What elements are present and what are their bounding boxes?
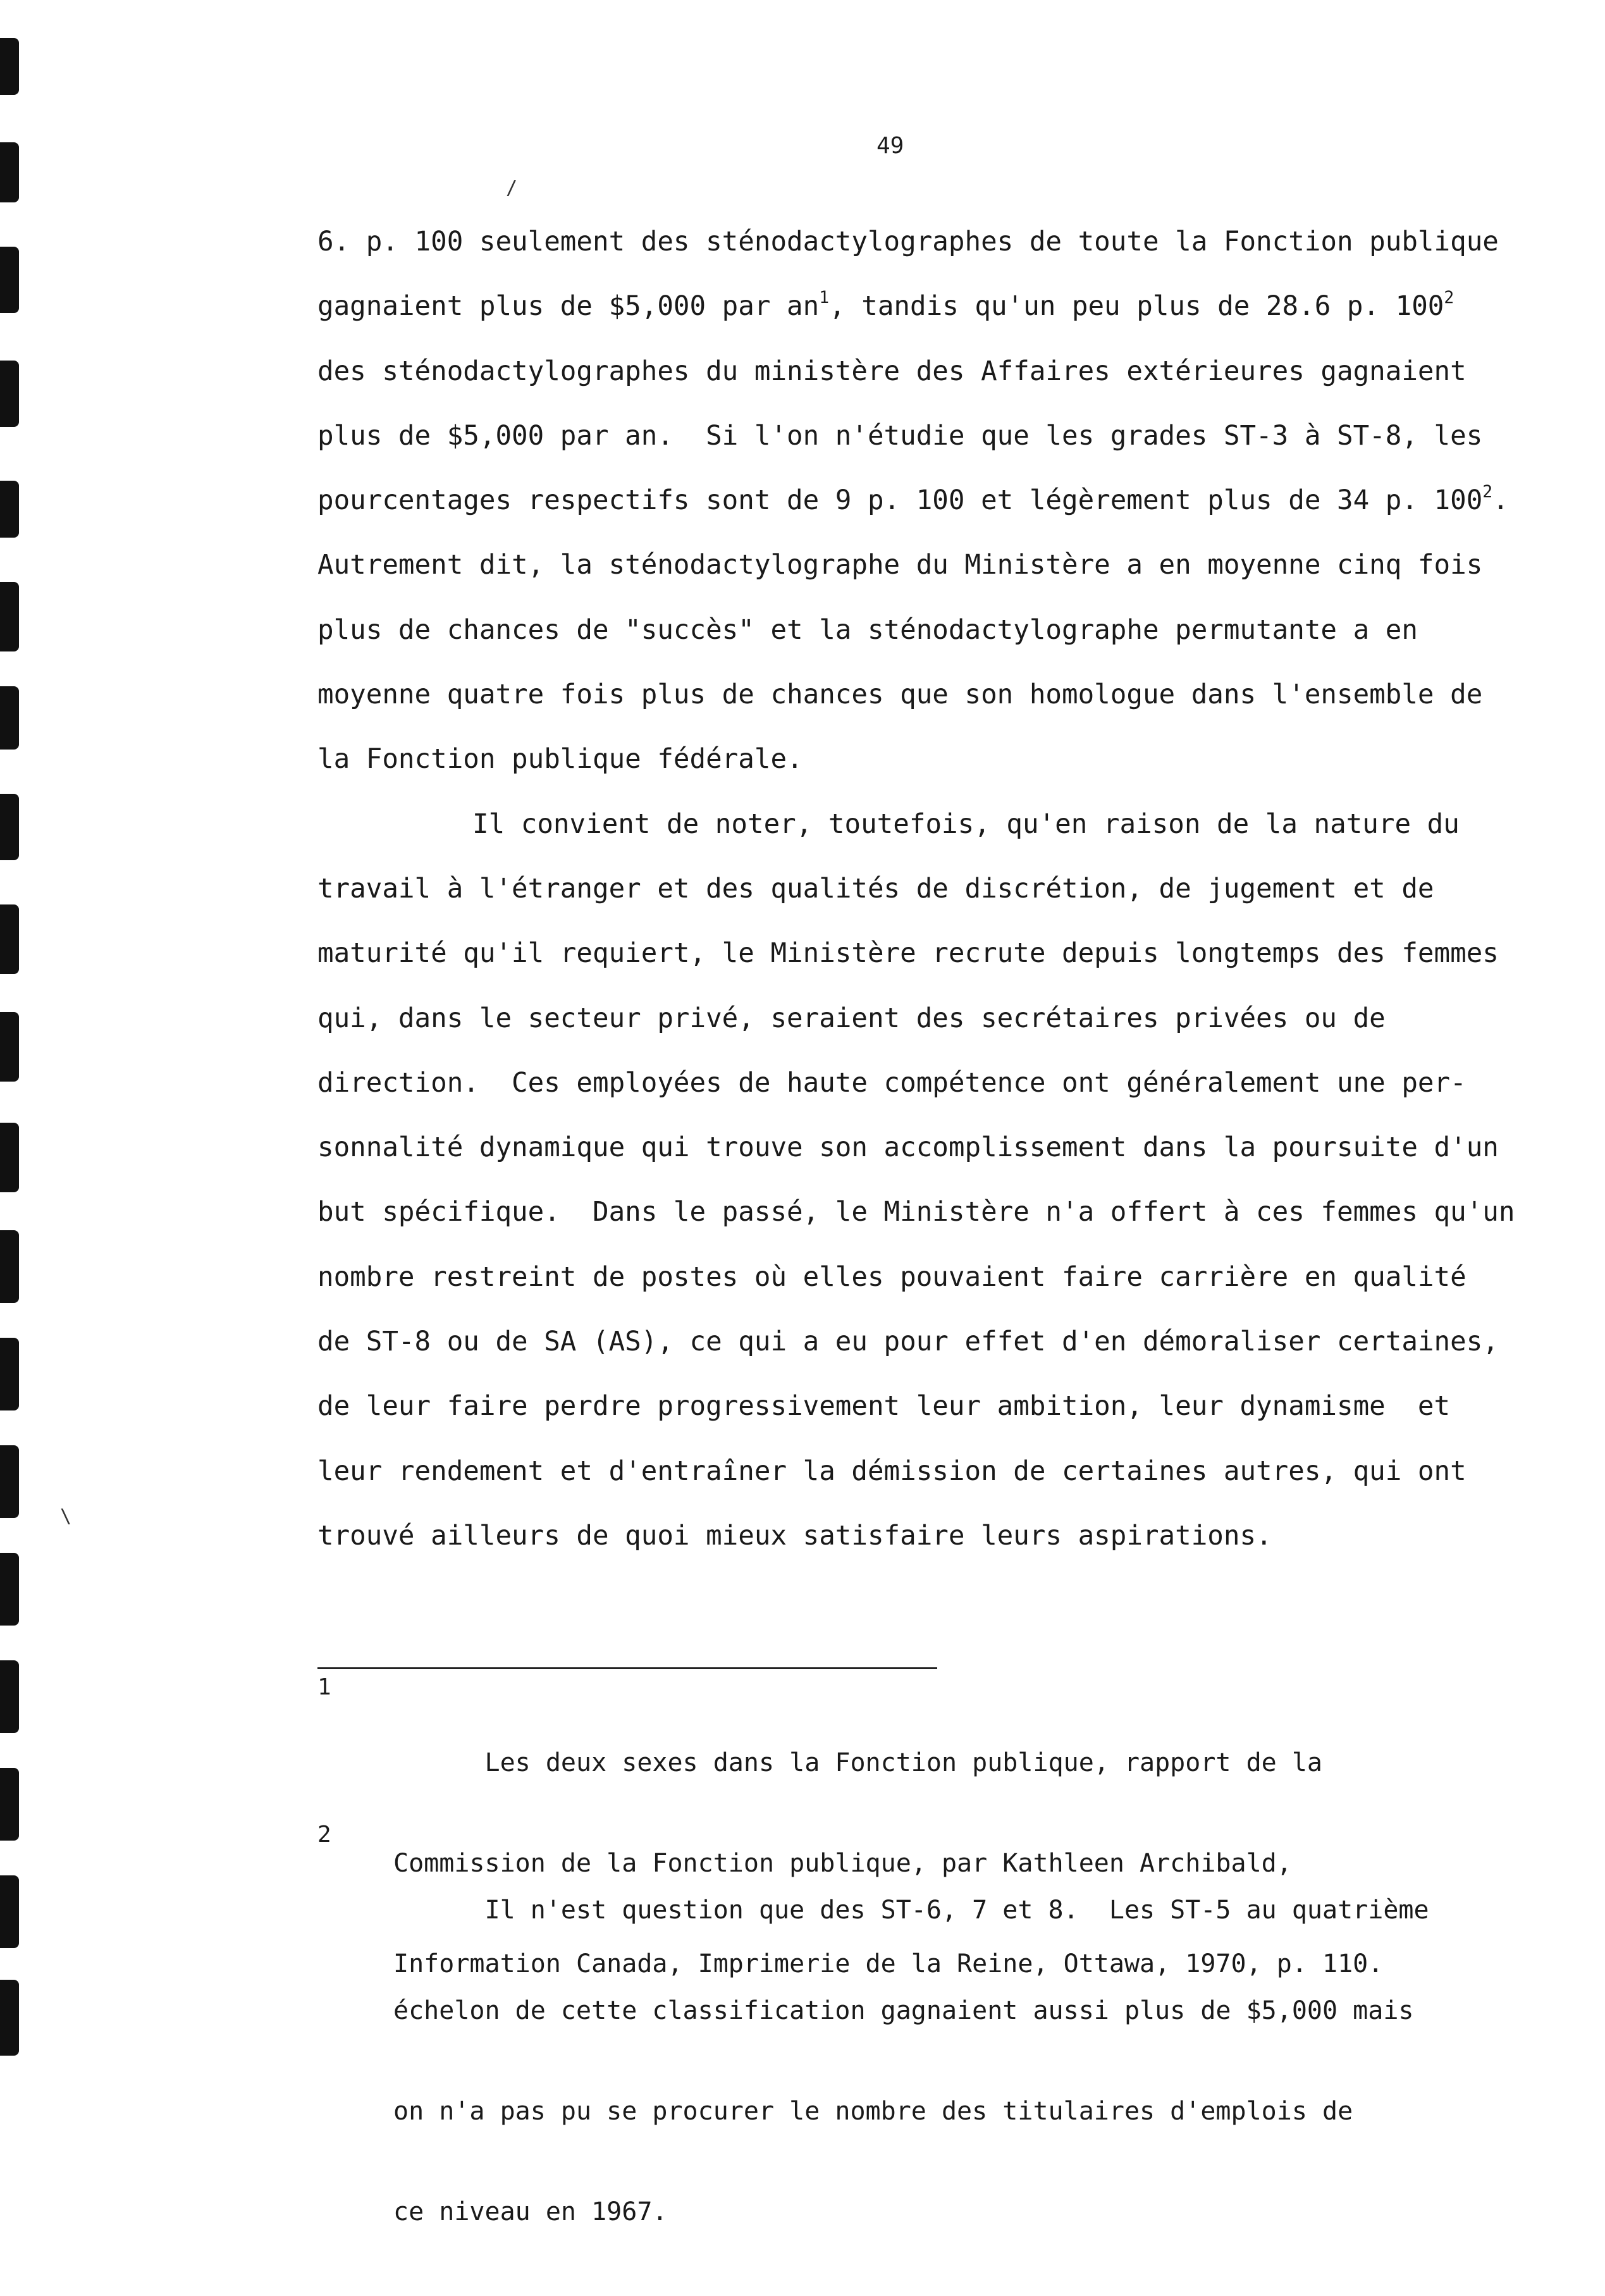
- binder-punch-mark: [0, 361, 19, 427]
- binder-punch-mark: [0, 1012, 19, 1082]
- footnote-number: 2: [317, 1822, 331, 1848]
- binder-punch-mark: [0, 481, 19, 538]
- footnote-separator: [317, 1667, 937, 1669]
- text-line: des sténodactylographes du ministère des Affaires extérieures gagnaient: [317, 355, 1467, 387]
- binder-punch-mark: [0, 1875, 19, 1948]
- text-line: direction. Ces employées de haute compétence ont généralement une per-: [317, 1067, 1467, 1099]
- footnote-line: Commission de la Fonction publique, par Kathleen Archibald,: [393, 1849, 1292, 1878]
- binder-punch-mark: [0, 1338, 19, 1410]
- binder-punch-mark: [0, 1553, 19, 1626]
- binder-punch-mark: [0, 247, 19, 313]
- text-line: gagnaient plus de $5,000 par $an^1$, tandis qu'un peu plus de 28.6 p. $100^2$: [317, 288, 1454, 323]
- binder-punch-mark: [0, 1980, 19, 2056]
- footnote-ref: 2: [1444, 288, 1454, 308]
- footnote-line: ce niveau en 1967.: [393, 2197, 668, 2226]
- binder-punch-mark: [0, 142, 19, 202]
- main-text: [317, 210, 1515, 1569]
- text-line: qui, dans le secteur privé, seraient des secrétaires privées ou de: [317, 1003, 1386, 1034]
- page-number: 49: [876, 133, 904, 159]
- text-line: Autrement dit, la sténodactylographe du Ministère a en moyenne cinq fois: [317, 550, 1483, 581]
- text-line: but spécifique. Dans le passé, le Ministère n'a offert à ces femmes qu'un: [317, 1197, 1515, 1228]
- scan-mark: \: [60, 1505, 72, 1528]
- binder-punch-mark: [0, 1230, 19, 1303]
- text-line: nombre restreint de postes où elles pouvaient faire carrière en qualité: [317, 1261, 1467, 1293]
- text-line: 6. p. 100 seulement des sténodactylographes de toute la Fonction publique: [317, 226, 1499, 257]
- binder-punch-mark: [0, 686, 19, 750]
- binder-punch-mark: [0, 1445, 19, 1518]
- text-line: moyenne quatre fois plus de chances que son homologue dans l'ensemble de: [317, 679, 1483, 711]
- binder-punch-mark: [0, 904, 19, 974]
- text-line: de leur faire perdre progressivement leur ambition, leur dynamisme et: [317, 1391, 1451, 1423]
- text-line: leur rendement et d'entraîner la démission de certaines autres, qui ont: [317, 1455, 1467, 1487]
- text-line: sonnalité dynamique qui trouve son accomplissement dans la poursuite d'un: [317, 1132, 1499, 1164]
- footnote-number: 1: [317, 1674, 331, 1700]
- footnote-line: Les deux sexes dans la Fonction publique, rapport de la: [393, 1748, 1323, 1777]
- scan-mark: /: [506, 177, 518, 199]
- binder-punch-mark: [0, 1123, 19, 1192]
- footnote-line: échelon de cette classification gagnaient aussi plus de $5,000 mais: [393, 1996, 1414, 2025]
- footnote-ref: 1: [819, 288, 830, 308]
- binder-punch-mark: [0, 1660, 19, 1733]
- footnote-line: on n'a pas pu se procurer le nombre des titulaires d'emplois de: [393, 2097, 1353, 2126]
- text-line: de ST-8 ou de SA (AS), ce qui a eu pour effet d'en démoraliser certaines,: [317, 1326, 1499, 1358]
- text-line: pourcentages respectifs sont de 9 p. 100 et légèrement plus de 34 p. $100^2$.: [317, 483, 1509, 517]
- footnote-line: Information Canada, Imprimerie de la Reine, Ottawa, 1970, p. 110.: [393, 1949, 1384, 1978]
- binder-punch-mark: [0, 794, 19, 860]
- footnote-ref: 2: [1482, 483, 1493, 502]
- binder-punch-mark: [0, 582, 19, 651]
- text-line: travail à l'étranger et des qualités de discrétion, de jugement et de: [317, 873, 1434, 904]
- text-line: trouvé ailleurs de quoi mieux satisfaire leurs aspirations.: [317, 1520, 1272, 1552]
- footnote-line: Il n'est question que des ST-6, 7 et 8. Les ST-5 au quatrième: [393, 1896, 1429, 1925]
- text-line: la Fonction publique fédérale.: [317, 744, 803, 775]
- binder-punch-mark: [0, 1768, 19, 1841]
- text-line: plus de $5,000 par an. Si l'on n'étudie que les grades ST-3 à ST-8, les: [317, 420, 1483, 452]
- text-line: Il convient de noter, toutefois, qu'en raison de la nature du: [472, 808, 1460, 840]
- binder-punch-mark: [0, 38, 19, 95]
- text-line: maturité qu'il requiert, le Ministère recrute depuis longtemps des femmes: [317, 938, 1499, 970]
- text-line: plus de chances de "succès" et la sténodactylographe permutante a en: [317, 614, 1418, 646]
